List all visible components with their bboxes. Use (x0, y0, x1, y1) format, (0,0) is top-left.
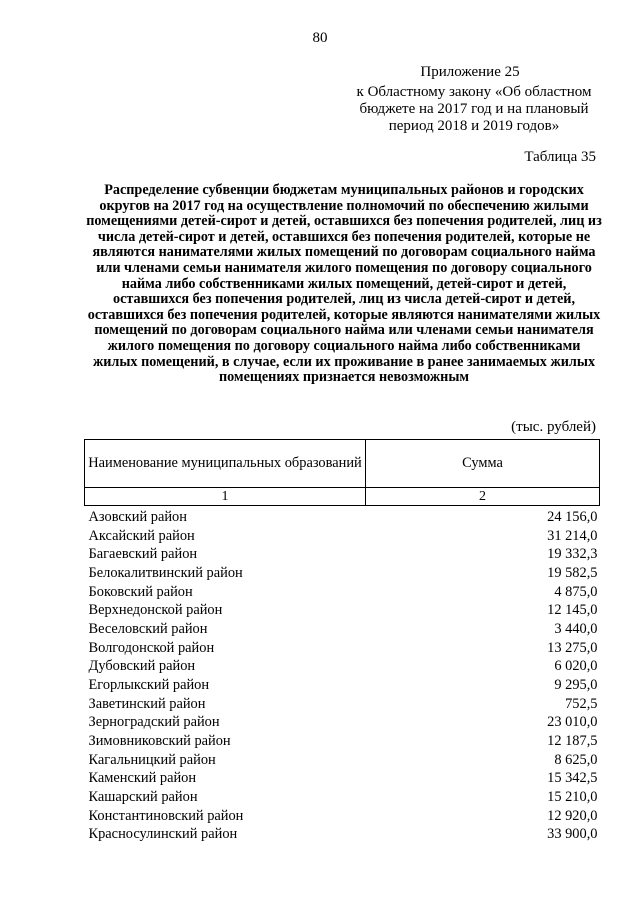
municipality-name: Красносулинский район (88, 826, 238, 843)
table-row (85, 695, 600, 714)
table-row (85, 825, 600, 844)
table-row (85, 545, 600, 564)
subvention-amount: 12 920,0 (547, 807, 598, 824)
table-row (85, 807, 600, 826)
table-column-numbers (85, 488, 600, 506)
subvention-amount: 6 020,0 (554, 658, 598, 675)
municipality-name: Аксайский район (88, 527, 195, 544)
subvention-amount: 19 332,3 (547, 546, 598, 563)
subvention-table (84, 439, 600, 844)
table-row (85, 732, 600, 751)
subvention-amount: 15 210,0 (547, 788, 598, 805)
municipality-name: Верхнедонской район (88, 602, 223, 619)
subvention-amount: 4 875,0 (554, 583, 598, 600)
subvention-amount: 3 440,0 (554, 620, 598, 637)
column-header-name: Наименование муниципальных образований (85, 440, 366, 488)
subvention-amount: 8 625,0 (554, 751, 598, 768)
column-number-1: 1 (85, 488, 366, 506)
subvention-amount: 15 342,5 (547, 770, 598, 787)
municipality-name: Веселовский район (88, 620, 208, 637)
subvention-amount: 13 275,0 (547, 639, 598, 656)
municipality-name: Дубовский район (88, 658, 196, 675)
subvention-amount: 31 214,0 (547, 527, 598, 544)
table-row (85, 713, 600, 732)
table-header-row (85, 440, 600, 488)
municipality-name: Кагальницкий район (88, 751, 216, 768)
subvention-amount: 12 187,5 (547, 732, 598, 749)
subvention-amount: 23 010,0 (547, 714, 598, 731)
municipality-name: Багаевский район (88, 546, 198, 563)
column-number-2: 2 (366, 488, 600, 506)
table-row (85, 583, 600, 602)
table-row (85, 506, 600, 527)
column-header-sum: Сумма (366, 440, 600, 488)
municipality-name: Боковский район (88, 583, 193, 600)
subvention-amount: 752,5 (565, 695, 598, 712)
table-row (85, 564, 600, 583)
municipality-name: Белокалитвинский район (88, 564, 243, 581)
municipality-name: Азовский район (88, 509, 187, 525)
document-heading: Распределение субвенции бюджетам муниципальных районов и городских округов на 2017 год на осуществление полномочий по обеспечению жилыми помещениями детей-сирот и детей, оставшихся без попечения родителей, лиц из числа детей-сирот и детей, оставшихся без попечения родителей, которые не являются нанимателями жилых помещений по договорам социального найма или членами семьи нанимателя жилого помещения по договору социального найма либо собственниками жилых помещений, детей-сирот и детей, оставшихся без попечения родителей, лиц из числа детей-сирот и детей, оставшихся без попечения родителей, которые являются нанимателями жилых помещений по договорам социального найма или членами семьи нанимателя жилого помещения по договору социального найма либо собственниками жилых помещений, в случае, если их проживание в ранее занимаемых жилых помещениях признается невозможным (86, 182, 602, 386)
subvention-amount: 19 582,5 (547, 564, 598, 581)
subvention-amount: 24 156,0 (547, 509, 598, 525)
table-row (85, 657, 600, 676)
table-row (85, 620, 600, 639)
table-row (85, 601, 600, 620)
table-row (85, 676, 600, 695)
appendix-reference: к Областному закону «Об областном бюджете на 2017 год и на плановый период 2018 и 2019 годов» (356, 84, 592, 134)
municipality-name: Константиновский район (88, 807, 244, 824)
page-number: 80 (312, 30, 328, 46)
subvention-amount: 9 295,0 (554, 676, 598, 693)
table-row (85, 769, 600, 788)
table-row (85, 788, 600, 807)
municipality-name: Каменский район (88, 770, 197, 787)
table-row (85, 751, 600, 770)
municipality-name: Волгодонской район (88, 639, 215, 656)
units-label: (тыс. рублей) (511, 419, 596, 435)
municipality-name: Заветинский район (88, 695, 206, 712)
municipality-name: Кашарский район (88, 788, 198, 805)
table-row (85, 527, 600, 546)
subvention-amount: 33 900,0 (547, 826, 598, 843)
subvention-amount: 12 145,0 (547, 602, 598, 619)
table-label: Таблица 35 (524, 149, 596, 165)
table-row (85, 639, 600, 658)
appendix-title: Приложение 25 (420, 64, 520, 80)
municipality-name: Зерноградский район (88, 714, 220, 731)
municipality-name: Зимовниковский район (88, 732, 231, 749)
municipality-name: Егорлыкский район (88, 676, 210, 693)
